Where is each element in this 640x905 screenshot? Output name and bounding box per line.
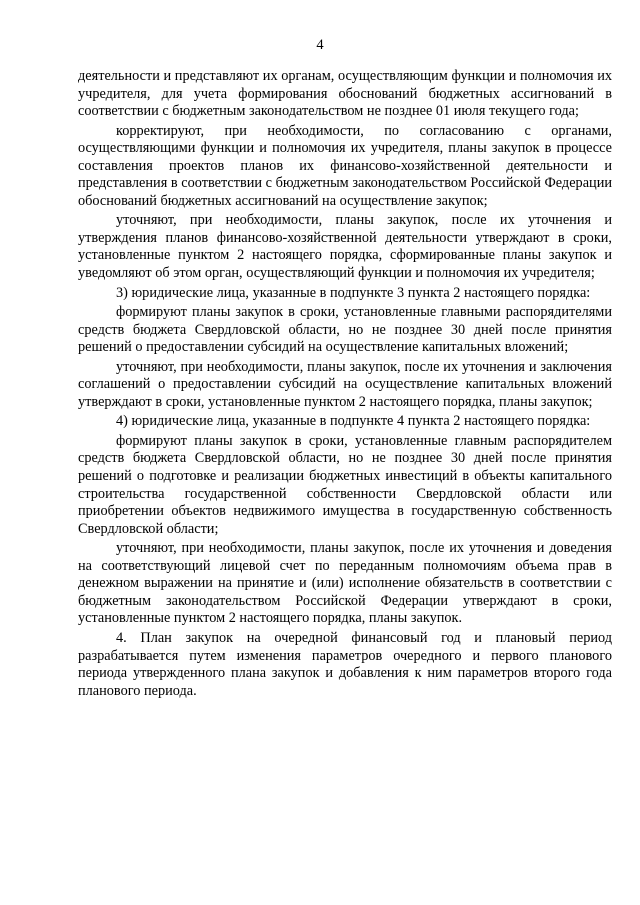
paragraph: уточняют, при необходимости, планы закупок, после их уточнения и заключения соглашений о предоставлении субсидий на осуществление капитальных вложений утверждают в сроки, установленные пунктом 2 настоящего порядка, планы закупок;	[78, 358, 612, 410]
page-number: 4	[316, 37, 324, 53]
paragraph: формируют планы закупок в сроки, установленные главными распорядителями средств бюджета Свердловской области, но не позднее 30 дней после принятия решений о предоставлении субсидий на осуществление капитальных вложений;	[78, 304, 612, 356]
paragraph: деятельности и представляют их органам, осуществляющим функции и полномочия их учредителя, для учета формирования обоснований бюджетных ассигнований в соответствии с бюджетным законодательством не позднее 01 июля текущего года;	[78, 68, 612, 120]
paragraph: корректируют, при необходимости, по согласованию с органами, осуществляющими функции и полномочия их учредителя, планы закупок в процессе составления проектов планов их финансово-хозяйственной деятельности и представления в соответствии с бюджетным законодательством Российской Федерации обоснований бюджетных ассигнований на осуществление закупок;	[78, 122, 612, 209]
paragraph: 3) юридические лица, указанные в подпункте 3 пункта 2 настоящего порядка:	[116, 284, 591, 301]
paragraph: 4) юридические лица, указанные в подпункте 4 пункта 2 настоящего порядка:	[116, 413, 591, 430]
document-body	[78, 68, 612, 700]
paragraph: уточняют, при необходимости, планы закупок, после их уточнения и утверждения планов финансово-хозяйственной деятельности утверждают в сроки, установленные пунктом 2 настоящего порядка, сформированные планы закупок и уведомляют об этом орган, осуществляющий функции и полномочия их учредителя;	[78, 212, 612, 282]
paragraph: 4. План закупок на очередной финансовый год и плановый период разрабатывается путем изменения параметров очередного и первого планового периода утвержденного плана закупок и добавления к ним параметров второго года планового периода.	[78, 629, 612, 699]
paragraph: уточняют, при необходимости, планы закупок, после их уточнения и доведения на соответствующий лицевой счет по переданным полномочиям объема прав в денежном выражении на принятие и (или) исполнение обязательств в соответствии с бюджетным законодательством Российской Федерации утверждают в сроки, установленные пунктом 2 настоящего порядка, планы закупок.	[78, 540, 612, 627]
paragraph: формируют планы закупок в сроки, установленные главным распорядителем средств бюджета Свердловской области, но не позднее 30 дней после принятия решений о подготовке и реализации бюджетных инвестиций в объекты капитального строительства государственной собственности Свердловской области или приобретении объектов недвижимого имущества в государственную собственность Свердловской области;	[78, 432, 612, 537]
